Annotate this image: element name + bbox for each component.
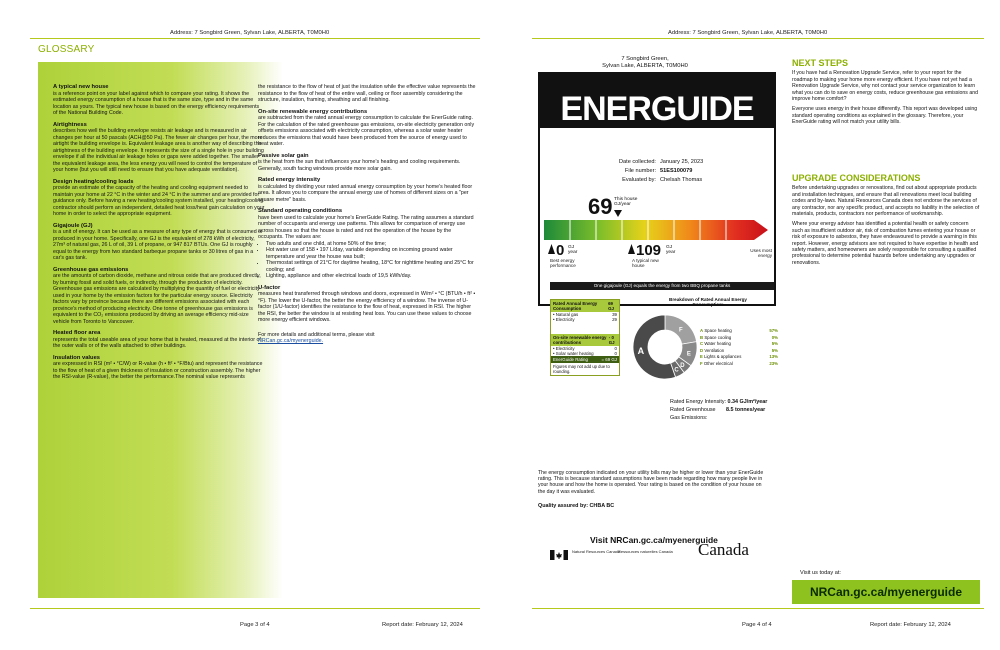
legend-pct: 5% [771, 347, 778, 353]
page-4 [510, 0, 1000, 650]
typical-value: 109 [636, 242, 662, 259]
report-date: Report date: February 12, 2024 [870, 622, 951, 628]
breakdown-title: Breakdown of Rated Annual Energy Consumption: [669, 297, 747, 308]
term-ghg: Greenhouse gas emissions [53, 266, 129, 273]
onsite-header-value: - 0 GJ [608, 335, 615, 345]
legend-item [700, 361, 778, 368]
condition-item: • Lighting, appliance and other electrical loads of 19,5 kWh/day. [266, 273, 476, 280]
term-ufactor: U-factor [258, 284, 281, 291]
row-label: • Solar water heating [553, 351, 594, 356]
row-value: 0 [614, 346, 617, 351]
typical-label: A typical new house [632, 258, 659, 269]
upgrade-title: UPGRADE CONSIDERATIONS [792, 173, 921, 183]
page-number: Page 3 of 4 [240, 622, 270, 628]
best-value: 0 [556, 242, 565, 259]
legend-key: D [700, 347, 704, 353]
term-airtightness: Airtightness [53, 121, 87, 128]
ghg-label: Rated Greenhouse Gas Emissions: [670, 407, 716, 421]
def-airtightness: describes how well the building envelope resists air leakage and is measured in air changes per hour at 50 pascals (ACH@50 Pa). The fewer air changes per hour, the more airtight the building envelope is. Equivalent leakage area is another way of describing the airtightness of the building envelope. It represents the size of a single hole in your building envelope if all the individual air leakage holes or gaps were added together. The smaller the equivalent leakage area, the less energy you will need to control the temperature of your home (but you will still need to ensure that you have adequate ventilation). [53, 128, 264, 173]
donut-label-a: A [637, 346, 645, 357]
quality-assured: Quality assured by: CHBA BC [538, 503, 615, 509]
donut-label-c: C [674, 367, 679, 374]
canada-flag-icon [550, 550, 568, 560]
label-address-text: 7 Songbird Green, Sylvan Lake, ALBERTA, T0M0H0 [602, 56, 688, 69]
upgrade-section [792, 175, 980, 270]
typical-pointer-icon [628, 244, 635, 254]
file-number-value: 51ES100079 [660, 168, 693, 174]
typical-unit-year: year [666, 250, 676, 256]
energuide-rating-row [551, 356, 619, 363]
legend-name: Space cooling [704, 334, 732, 340]
this-house-pointer-icon [614, 210, 622, 217]
def-insulation-values: are expressed in RSI (m² • °C/W) or R-value (h • ft² • °F/Btu) and represent the resistance to the flow of heat of a given thickness of insulation or construction assembly. The higher the RSI-value (R-value), the better the performance.The nominal value represents [53, 361, 263, 380]
best-label: Best energy performance [550, 258, 576, 269]
best-unit-gj: GJ [568, 245, 575, 250]
condition-item: • Two adults and one child, at home 50% of the time; [266, 241, 476, 248]
breakdown-legend [700, 328, 778, 367]
onsite-header [551, 334, 619, 346]
legend-key: E [700, 354, 703, 359]
term-gigajoule: Gigajoule (GJ) [53, 222, 93, 229]
evaluated-by-value: Chelsah Thomas [660, 177, 703, 183]
term-onsite-renewable: On-site renewable energy contributions [258, 108, 368, 115]
legend-name: Other electrical [703, 360, 733, 366]
visit-nrcan-text: Visit NRCan.gc.ca/myenerguide [590, 535, 718, 545]
upgrade-p2: Where your energy advisor has identified a potential health or safety concern such as insufficient outdoor air, risk of combustion fumes entering your house or risk of exposure to asbestos, they have endeavoured to provide a warning in this report. However, energy advisors are not required to have expertise in health and safety matters, and homeowners are solely responsible for consulting a qualified professional to determine potential hazards before undertaking any upgrades or renovations. [792, 221, 979, 266]
legend-key: A [700, 328, 704, 333]
rating-row-label: EnerGuide Rating [553, 357, 588, 362]
rounding-note: Figures may not add up due to rounding. [553, 364, 610, 374]
term-heated-floor-area: Heated floor area [53, 330, 101, 336]
donut-label-e: E [686, 351, 691, 358]
consumption-table [550, 299, 620, 376]
def-typical-new-house: is a reference point on your label against which to compare your rating. It shows the estimated energy consumption of a house that is the same size, type and in the same location as yours. The typical new house is based on the energy efficiency requirements of the National Building Code. [53, 90, 260, 116]
legend-name: Ventilation [704, 347, 725, 353]
visit-today-label: Visit us today at: [800, 570, 841, 576]
page-header-address: Address: 7 Songbird Green, Sylvan Lake, ALBERTA, T0M0H0 [170, 30, 330, 36]
legend-key: C [700, 341, 704, 346]
page-3 [0, 0, 490, 650]
more-info-link[interactable]: NRCan.gc.ca/myenerguide. [258, 338, 324, 344]
def-rated-intensity: is calculated by dividing your rated annual energy consumption by your home's heated floor area. It allows you to compare the annual energy use of homes of different sizes on a "per square metre" basis. [258, 183, 473, 203]
upgrade-p1: Before undertaking upgrades or renovations, find out about appropriate products and installation techniques, and ensure that all renovations meet local building codes and by-laws. Natural Resources Canada does not endorse the services of any contractor, nor any specific product, and accepts no liability in the selection of materials, products, contractors nor performance of workmanship. [792, 185, 980, 218]
consumption-header-label: Rated Annual Energy Consumption [553, 301, 598, 311]
def-passive-solar: is the heat from the sun that influences your home's heating and cooling requirements. Generally, south facing windows provide more solar gain. [258, 159, 461, 172]
header-divider [30, 38, 480, 39]
legend-pct: 0% [771, 334, 778, 340]
this-house-label [614, 197, 637, 207]
glossary-left-column [53, 84, 265, 381]
typical-unit [666, 245, 675, 255]
def-gigajoule: is a unit of energy. It can be used as a measure of any type of energy that is consumed or produced in your home. Specifically, one GJ is the equivalent of 278 kWh of electricity, 27m³ of natural gas, 26 L of oil, 39 L of propane, or 947 817 BTUs. One GJ is roughly equal to the energy from two standard barbeque propane tanks or 30 litres of gas in a car's gas tank. [53, 229, 263, 261]
house-rating-value: 69 [588, 194, 613, 219]
intensity-value: 0.34 GJ/m²/year [727, 399, 768, 405]
consumption-header [551, 300, 619, 312]
consumption-header-value: 69 GJ [608, 301, 614, 311]
conditions-list [266, 241, 476, 280]
best-unit [568, 245, 577, 255]
rating-row-value: = 69 GJ [601, 357, 617, 362]
uses-most-label: Uses most energy [750, 248, 772, 259]
energuide-logo: ENERGUIDE [560, 90, 754, 128]
legend-pct: 23% [769, 360, 778, 366]
report-date: Report date: February 12, 2024 [382, 622, 463, 628]
legend-name: Lights & appliances [704, 354, 742, 359]
term-rated-intensity: Rated energy intensity [258, 177, 321, 183]
footer-divider [532, 608, 984, 609]
best-pointer-icon [548, 244, 555, 254]
row-label: • Electricity [553, 346, 575, 351]
def-design-loads: provide an estimate of the capacity of the heating and cooling equipment needed to maintain your home at 22 °C in the winter and 24 °C in the summer and are provided for guidance only. Before having a new heating/cooling system installed, your heating/cooling contractor should perform an independent, detailed heat loss/heat gain calculation on your home in order to select the appropriate equipment. [53, 185, 265, 217]
term-passive-solar: Passive solar gain [258, 152, 309, 159]
term-typical-new-house: A typical new house [53, 84, 109, 90]
page-number: Page 4 of 4 [742, 622, 772, 628]
row-label: • Electricity [553, 317, 575, 322]
ghg-value: 8.5 tonnes/year [726, 407, 766, 413]
dept-name-fr: Ressources naturelles Canada [618, 549, 673, 554]
legend-name: Space heating [704, 328, 732, 333]
legend-key: B [700, 334, 704, 340]
donut-hole [649, 331, 681, 363]
footer-divider [30, 608, 480, 609]
term-insulation-values: Insulation values [53, 354, 101, 361]
def-onsite-renewable: are subtracted from the rated annual energy consumption to calculate the EnerGuide rating. For the calculation of the rated greenhouse gas emissions, on-site electricity generation only offsets emissions associated with electricity consumption, whereas a solar water heater reduces the emissions that would have been produced from the source of energy used to heat water. [258, 115, 475, 147]
legend-pct: 57% [769, 328, 778, 333]
donut-label-f: F [678, 327, 683, 334]
row-value: 0 [614, 351, 617, 356]
more-info-text: For more details and additional terms, please visit [258, 331, 375, 338]
gigajoule-note-bar: One gigajoule (GJ) equals the energy from two BBQ propane tanks [550, 282, 774, 290]
dept-name-en: Natural Resources Canada [572, 549, 621, 554]
glossary-title: GLOSSARY [38, 44, 95, 55]
utility-bill-note: The energy consumption indicated on your utility bills may be higher or lower than your EnerGuide rating. This is because standard assumptions have been made regarding how many people live in your house and how the home is operated. Your rating is based on the condition of your house on the day it was evaluated. [538, 470, 764, 495]
date-collected-value: January 25, 2023 [660, 159, 704, 165]
table-row [551, 317, 619, 322]
term-standard-conditions: Standard operating conditions [258, 208, 343, 214]
label-address [580, 56, 710, 70]
this-house-text: This house [614, 197, 638, 202]
row-value: 29 [612, 317, 617, 322]
legend-pct: 13% [769, 354, 778, 359]
def-standard-conditions: have been used to calculate your home's EnerGuide Rating. The rating assumes a standard number of occupants and energy use patterns. This allows for comparison of energy use across houses so that the house is rated and not the operation of the house by the occupants. The values are: [258, 214, 474, 240]
legend-name: Water heating [704, 341, 731, 346]
file-number-label: File number: [624, 168, 656, 174]
row-label: • Natural gas [553, 312, 579, 317]
next-steps-p1: If you have had a Renovation Upgrade Service, refer to your report for the roadmap to making your home more energy efficient. If you have not yet had a Renovation Upgrade Service, why not contact your service organization to learn what you can do to save on energy costs, reduce greenhouse gas emissions and improve home comfort? [792, 70, 979, 103]
donut-label-d: D [680, 363, 685, 370]
rating-scale-bar [544, 220, 768, 240]
nrcan-url-banner[interactable]: NRCan.gc.ca/myenerguide [792, 580, 980, 604]
glossary-right-column [258, 84, 476, 345]
best-unit-year: year [568, 250, 578, 256]
onsite-header-label: On-site renewable energy contributions [553, 335, 607, 345]
page-header-address: Address: 7 Songbird Green, Sylvan Lake, ALBERTA, T0M0H0 [668, 30, 828, 36]
row-value: 39 [612, 312, 617, 317]
legend-pct: 5% [771, 341, 778, 346]
term-design-loads: Design heating/cooling loads [53, 178, 134, 185]
def-heated-floor-area: represents the total useable area of your home that is heated, measured at the interior of the outer walls or of the walls attached to other buildings. [53, 336, 261, 349]
next-steps-section [792, 60, 980, 130]
evaluated-by-label: Evaluated by: [622, 177, 656, 183]
house-outline [538, 128, 776, 306]
next-steps-p2: Everyone uses energy in their house differently. This report was developed using standard operating conditions as explained in the glossary. Therefore, your EnerGuide rating will not match your utility bills. [792, 106, 978, 126]
this-house-unit: GJ/year [614, 202, 631, 208]
next-steps-title: NEXT STEPS [792, 58, 849, 68]
date-collected-label: Date collected: [618, 159, 656, 165]
breakdown-donut-chart [625, 305, 705, 395]
condition-item: • Thermostat settings of 21°C for daytime heating, 18°C for nighttime heating and 25°C for cooling; and [266, 260, 476, 273]
canada-wordmark: Canada [698, 540, 749, 559]
intensity-label: Rated Energy Intensity: [670, 399, 727, 405]
def-ghg: are the amounts of carbon dioxide, methane and nitrous oxide that are produced directly, by burning fossil and solid fuels, or indirectly, through the production of electricity. Greenhouse gas emissions are calculated by multiplying the quantity of fuel or electricity used in your home by the emission factors for the particular energy source. Electricity factors vary by province because there are different emissions associated with each province's method of producing electricity. One tonne of greenhouse gas emissions is equivalent to the CO₂ emissions produced by driving an average efficiency mid-size vehicle from Toronto to Vancouver. [53, 273, 261, 325]
legend-key: F [700, 360, 703, 366]
typical-unit-gj: GJ [666, 245, 673, 250]
rated-summary [670, 398, 767, 422]
header-divider [532, 38, 984, 39]
condition-item: • Hot water use of 158 • 197 L/day, variable depending on incoming ground water temperature and year the house was built; [266, 247, 476, 260]
insulation-continued: the resistance to the flow of heat of just the insulation while the effective value represents the resistance to the flow of heat of the entire wall, ceiling or floor assembly considering the structure, insulation, framing, sheathing and all finishing. [258, 84, 476, 103]
def-ufactor: measures heat transferred through windows and doors, expressed in W/m² • °C (BTU/h • ft² • °F). The lower the U-factor, the better the energy efficiency of a window. The inverse of U-factor (1/U-factor) identifies the resistance to the flow of heat, expressed in RSI. The higher the RSI, the better the window is at resisting heat loss. You can use these values to choose more energy efficient windows. [258, 291, 476, 323]
label-metadata [600, 158, 703, 185]
